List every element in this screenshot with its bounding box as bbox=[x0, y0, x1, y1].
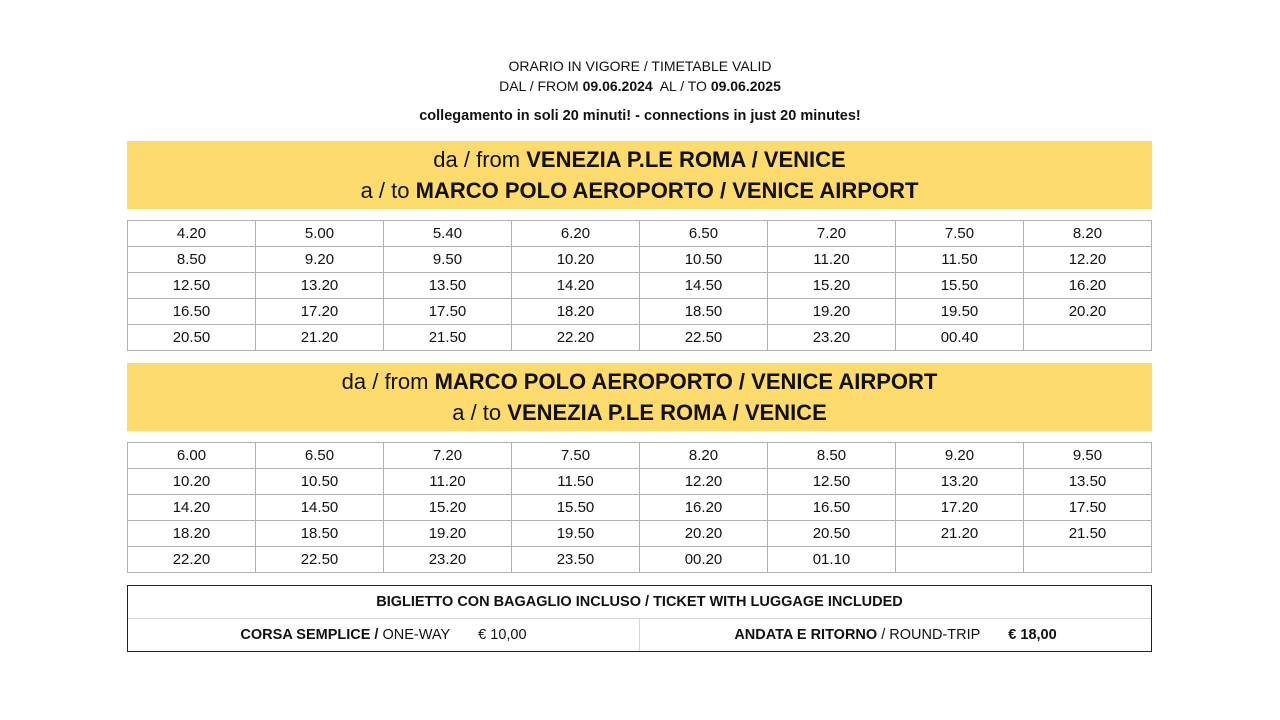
departure-time: 23.50 bbox=[512, 547, 640, 573]
timetable-city-to-airport bbox=[127, 220, 1152, 351]
departure-time: 5.00 bbox=[256, 221, 384, 247]
table-row bbox=[128, 443, 1152, 469]
departure-time: 6.50 bbox=[640, 221, 768, 247]
departure-time: 15.50 bbox=[512, 495, 640, 521]
departure-time: 16.50 bbox=[128, 299, 256, 325]
departure-time: 11.50 bbox=[512, 469, 640, 495]
departure-time: 19.20 bbox=[384, 521, 512, 547]
departure-time: 20.50 bbox=[768, 521, 896, 547]
departure-time: 19.20 bbox=[768, 299, 896, 325]
departure-time: 12.50 bbox=[128, 273, 256, 299]
departure-time: 6.20 bbox=[512, 221, 640, 247]
to-date: 09.06.2025 bbox=[710, 78, 781, 94]
departure-time: 16.20 bbox=[640, 495, 768, 521]
departure-time: 22.50 bbox=[640, 325, 768, 351]
departure-time: 21.20 bbox=[896, 521, 1024, 547]
from-prefix: da / from bbox=[341, 369, 429, 394]
from-label: DAL / FROM bbox=[499, 78, 579, 94]
round-trip-price: € 18,00 bbox=[1008, 627, 1057, 643]
validity-line-1: ORARIO IN VIGORE / TIMETABLE VALID bbox=[508, 58, 772, 74]
departure-time: 14.20 bbox=[512, 273, 640, 299]
departure-time: 11.50 bbox=[896, 247, 1024, 273]
from-date: 09.06.2024 bbox=[582, 78, 653, 94]
departure-time: 10.20 bbox=[128, 469, 256, 495]
table-row bbox=[128, 325, 1152, 351]
departure-time: 7.50 bbox=[512, 443, 640, 469]
departure-time: 22.20 bbox=[128, 547, 256, 573]
ticket-box bbox=[127, 585, 1152, 652]
departure-time: 17.50 bbox=[384, 299, 512, 325]
departure-time: 00.20 bbox=[640, 547, 768, 573]
departure-time: 12.20 bbox=[640, 469, 768, 495]
departure-time: 11.20 bbox=[384, 469, 512, 495]
to-place: VENEZIA P.LE ROMA / VENICE bbox=[507, 400, 827, 425]
departure-time bbox=[1024, 547, 1152, 573]
route-from-line bbox=[127, 144, 1152, 175]
departure-time: 14.50 bbox=[256, 495, 384, 521]
table-row bbox=[128, 521, 1152, 547]
departure-time: 6.50 bbox=[256, 443, 384, 469]
departure-time: 9.50 bbox=[384, 247, 512, 273]
departure-time: 22.50 bbox=[256, 547, 384, 573]
one-way-label-en: ONE-WAY bbox=[382, 627, 451, 643]
table-row bbox=[128, 547, 1152, 573]
departure-time: 13.50 bbox=[384, 273, 512, 299]
departure-time: 18.50 bbox=[640, 299, 768, 325]
one-way-label-it: CORSA SEMPLICE / bbox=[240, 627, 379, 643]
fare-one-way bbox=[128, 619, 639, 651]
from-place: VENEZIA P.LE ROMA / VENICE bbox=[526, 147, 846, 172]
departure-time: 01.10 bbox=[768, 547, 896, 573]
route-to-line bbox=[127, 397, 1152, 428]
departure-time: 20.20 bbox=[640, 521, 768, 547]
departure-time: 7.20 bbox=[384, 443, 512, 469]
from-prefix: da / from bbox=[433, 147, 521, 172]
from-place: MARCO POLO AEROPORTO / VENICE AIRPORT bbox=[434, 369, 938, 394]
route-header-city-to-airport bbox=[127, 141, 1152, 209]
timetable-airport-to-city bbox=[127, 442, 1152, 573]
departure-time: 11.20 bbox=[768, 247, 896, 273]
departure-time: 17.50 bbox=[1024, 495, 1152, 521]
departure-time: 10.50 bbox=[640, 247, 768, 273]
round-trip-label-it: ANDATA E RITORNO bbox=[734, 627, 878, 643]
table-row bbox=[128, 299, 1152, 325]
departure-time: 15.50 bbox=[896, 273, 1024, 299]
departure-time: 16.50 bbox=[768, 495, 896, 521]
departure-time: 8.50 bbox=[768, 443, 896, 469]
ticket-fares bbox=[128, 619, 1151, 651]
departure-time: 23.20 bbox=[384, 547, 512, 573]
departure-time: 22.20 bbox=[512, 325, 640, 351]
departure-time: 21.20 bbox=[256, 325, 384, 351]
route-to-line bbox=[127, 175, 1152, 206]
departure-time: 9.50 bbox=[1024, 443, 1152, 469]
departure-time: 18.20 bbox=[128, 521, 256, 547]
departure-time: 12.20 bbox=[1024, 247, 1152, 273]
table-row bbox=[128, 247, 1152, 273]
departure-time: 18.50 bbox=[256, 521, 384, 547]
departure-time: 23.20 bbox=[768, 325, 896, 351]
departure-time: 5.40 bbox=[384, 221, 512, 247]
departure-time: 18.20 bbox=[512, 299, 640, 325]
route-header-airport-to-city bbox=[127, 363, 1152, 431]
departure-time: 21.50 bbox=[1024, 521, 1152, 547]
one-way-price: € 10,00 bbox=[478, 627, 527, 643]
round-trip-label-en: / ROUND-TRIP bbox=[881, 627, 981, 643]
departure-time: 21.50 bbox=[384, 325, 512, 351]
departure-time: 10.50 bbox=[256, 469, 384, 495]
departure-time: 12.50 bbox=[768, 469, 896, 495]
to-place: MARCO POLO AEROPORTO / VENICE AIRPORT bbox=[415, 178, 919, 203]
table-row bbox=[128, 495, 1152, 521]
route-from-line bbox=[127, 366, 1152, 397]
departure-time: 15.20 bbox=[768, 273, 896, 299]
departure-time bbox=[1024, 325, 1152, 351]
departure-time: 13.20 bbox=[896, 469, 1024, 495]
table-row bbox=[128, 469, 1152, 495]
departure-time: 7.50 bbox=[896, 221, 1024, 247]
ticket-title: BIGLIETTO CON BAGAGLIO INCLUSO / TICKET WITH LUGGAGE INCLUDED bbox=[128, 586, 1151, 619]
departure-time bbox=[896, 547, 1024, 573]
departure-time: 17.20 bbox=[256, 299, 384, 325]
departure-time: 8.20 bbox=[1024, 221, 1152, 247]
departure-time: 19.50 bbox=[896, 299, 1024, 325]
departure-time: 19.50 bbox=[512, 521, 640, 547]
departure-time: 13.50 bbox=[1024, 469, 1152, 495]
departure-time: 10.20 bbox=[512, 247, 640, 273]
to-prefix: a / to bbox=[452, 400, 502, 425]
departure-time: 20.50 bbox=[128, 325, 256, 351]
departure-time: 6.00 bbox=[128, 443, 256, 469]
tagline: collegamento in soli 20 minuti! - connections in just 20 minutes! bbox=[419, 108, 861, 124]
departure-time: 00.40 bbox=[896, 325, 1024, 351]
departure-time: 14.50 bbox=[640, 273, 768, 299]
departure-time: 17.20 bbox=[896, 495, 1024, 521]
departure-time: 9.20 bbox=[896, 443, 1024, 469]
departure-time: 4.20 bbox=[128, 221, 256, 247]
table-row bbox=[128, 221, 1152, 247]
validity-line-2 bbox=[0, 76, 1280, 96]
departure-time: 8.50 bbox=[128, 247, 256, 273]
departure-time: 15.20 bbox=[384, 495, 512, 521]
to-label: AL / TO bbox=[659, 78, 707, 94]
fare-round-trip bbox=[639, 619, 1151, 651]
table-row bbox=[128, 273, 1152, 299]
departure-time: 16.20 bbox=[1024, 273, 1152, 299]
validity-info bbox=[0, 56, 1280, 96]
departure-time: 7.20 bbox=[768, 221, 896, 247]
departure-time: 8.20 bbox=[640, 443, 768, 469]
departure-time: 14.20 bbox=[128, 495, 256, 521]
departure-time: 13.20 bbox=[256, 273, 384, 299]
departure-time: 20.20 bbox=[1024, 299, 1152, 325]
to-prefix: a / to bbox=[360, 178, 410, 203]
departure-time: 9.20 bbox=[256, 247, 384, 273]
